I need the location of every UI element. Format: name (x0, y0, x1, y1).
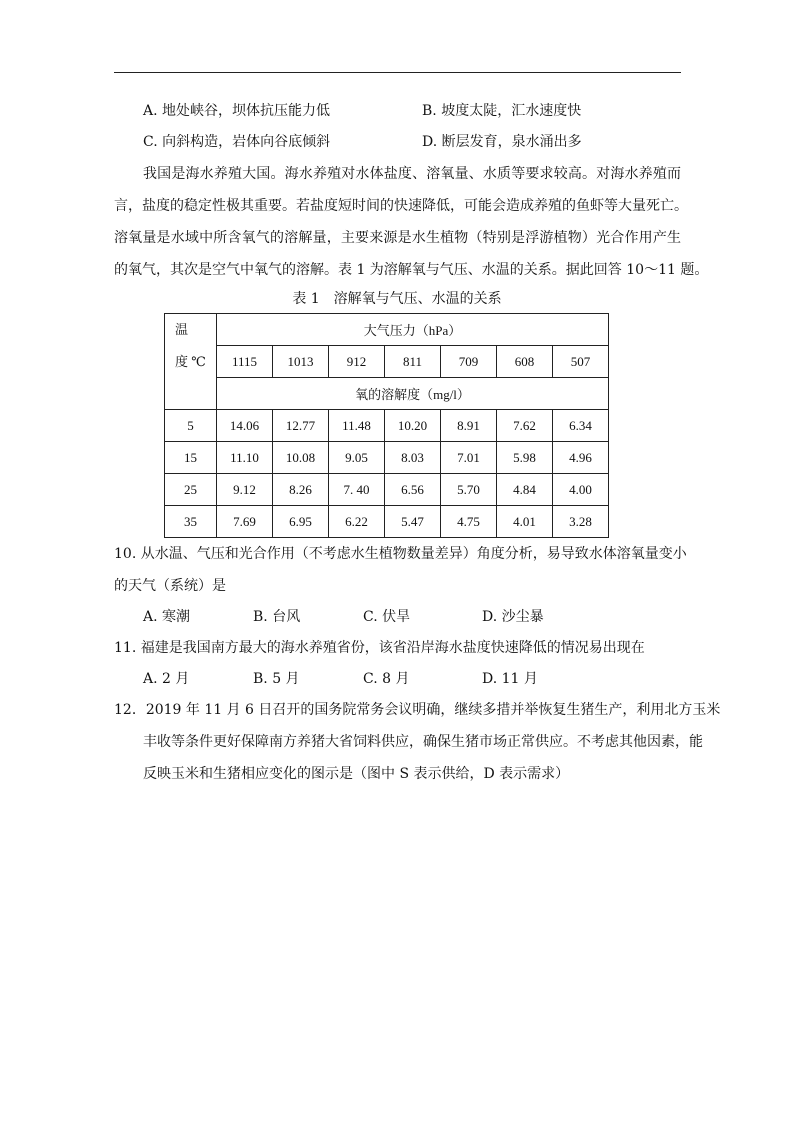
value-cell: 8.03 (385, 442, 441, 474)
q9-option-b: B. 坡度太陡，汇水速度快 (422, 103, 582, 119)
q9-option-d: D. 断层发育，泉水涌出多 (422, 134, 582, 150)
value-cell: 6.56 (385, 474, 441, 506)
oxygen-solubility-table (164, 313, 609, 538)
value-cell: 7. 40 (329, 474, 385, 506)
question-12-stem: 12．2019 年 11 月 6 日召开的国务院常务会议明确，继续多措并举恢复生猪生产，利用北方玉米 (114, 702, 721, 718)
value-cell: 4.75 (441, 506, 497, 538)
value-cell: 11.10 (217, 442, 273, 474)
value-cell: 7.69 (217, 506, 273, 538)
table-row (165, 410, 609, 442)
q10-option-a: A. 寒潮 (143, 609, 191, 625)
value-cell: 3.28 (553, 506, 609, 538)
solubility-header: 氧的溶解度（mg/l） (217, 378, 609, 410)
q9-option-c: C. 向斜构造，岩体向谷底倾斜 (143, 134, 331, 150)
q9-option-a: A. 地处峡谷，坝体抗压能力低 (143, 103, 331, 119)
question-12-stem-cont-1: 丰收等条件更好保障南方养猪大省饲料供应，确保生猪市场正常供应。不考虑其他因素，能 (143, 734, 703, 750)
value-cell: 4.96 (553, 442, 609, 474)
value-cell: 10.08 (273, 442, 329, 474)
value-cell: 4.01 (497, 506, 553, 538)
value-cell: 14.06 (217, 410, 273, 442)
temperature-cell: 5 (165, 410, 217, 442)
q10-option-d: D. 沙尘暴 (482, 609, 544, 625)
table-caption: 表 1 溶解氧与气压、水温的关系 (292, 291, 502, 307)
q10-option-c: C. 伏旱 (363, 609, 411, 625)
value-cell: 9.12 (217, 474, 273, 506)
q11-option-d: D. 11 月 (482, 671, 538, 687)
pressure-cell: 1115 (217, 346, 273, 378)
temperature-corner-cell (165, 314, 217, 410)
value-cell: 6.22 (329, 506, 385, 538)
value-cell: 6.34 (553, 410, 609, 442)
value-cell: 5.70 (441, 474, 497, 506)
value-cell: 4.00 (553, 474, 609, 506)
value-cell: 12.77 (273, 410, 329, 442)
header-rule (114, 72, 681, 73)
pressure-cell: 507 (553, 346, 609, 378)
pressure-header: 大气压力（hPa） (217, 314, 609, 346)
temperature-cell: 35 (165, 506, 217, 538)
temperature-cell: 15 (165, 442, 217, 474)
passage-line-4: 的氧气，其次是空气中氧气的溶解。表 1 为溶解氧与气压、水温的关系。据此回答 10～11 题。 (114, 262, 709, 278)
passage-line-1: 我国是海水养殖大国。海水养殖对水体盐度、溶氧量、水质等要求较高。对海水养殖而 (143, 166, 681, 182)
question-10-stem-cont: 的天气（系统）是 (114, 578, 226, 594)
value-cell: 5.47 (385, 506, 441, 538)
q11-option-a: A. 2 月 (143, 671, 190, 687)
table-row (165, 474, 609, 506)
value-cell: 11.48 (329, 410, 385, 442)
pressure-cell: 608 (497, 346, 553, 378)
value-cell: 6.95 (273, 506, 329, 538)
temperature-cell: 25 (165, 474, 217, 506)
value-cell: 7.01 (441, 442, 497, 474)
passage-line-2: 言，盐度的稳定性极其重要。若盐度短时间的快速降低，可能会造成养殖的鱼虾等大量死亡。 (114, 198, 688, 214)
value-cell: 8.91 (441, 410, 497, 442)
value-cell: 9.05 (329, 442, 385, 474)
q11-option-b: B. 5 月 (253, 671, 300, 687)
value-cell: 5.98 (497, 442, 553, 474)
corner-label-1: 温 (175, 322, 189, 337)
value-cell: 4.84 (497, 474, 553, 506)
pressure-cell: 912 (329, 346, 385, 378)
pressure-cell: 709 (441, 346, 497, 378)
q11-option-c: C. 8 月 (363, 671, 410, 687)
table-row (165, 506, 609, 538)
question-11-stem: 11. 福建是我国南方最大的海水养殖省份，该省沿岸海水盐度快速降低的情况易出现在 (114, 640, 645, 656)
question-10-stem: 10. 从水温、气压和光合作用（不考虑水生植物数量差异）角度分析，易导致水体溶氧量变小 (114, 546, 687, 562)
question-12-stem-cont-2: 反映玉米和生猪相应变化的图示是（图中 S 表示供给，D 表示需求） (143, 766, 570, 782)
passage-line-3: 溶氧量是水域中所含氧气的溶解量，主要来源是水生植物（特别是浮游植物）光合作用产生 (114, 230, 681, 246)
pressure-cell: 811 (385, 346, 441, 378)
table-row (165, 442, 609, 474)
value-cell: 7.62 (497, 410, 553, 442)
corner-label-2: 度 ℃ (175, 354, 206, 369)
value-cell: 10.20 (385, 410, 441, 442)
value-cell: 8.26 (273, 474, 329, 506)
q10-option-b: B. 台风 (253, 609, 301, 625)
pressure-cell: 1013 (273, 346, 329, 378)
